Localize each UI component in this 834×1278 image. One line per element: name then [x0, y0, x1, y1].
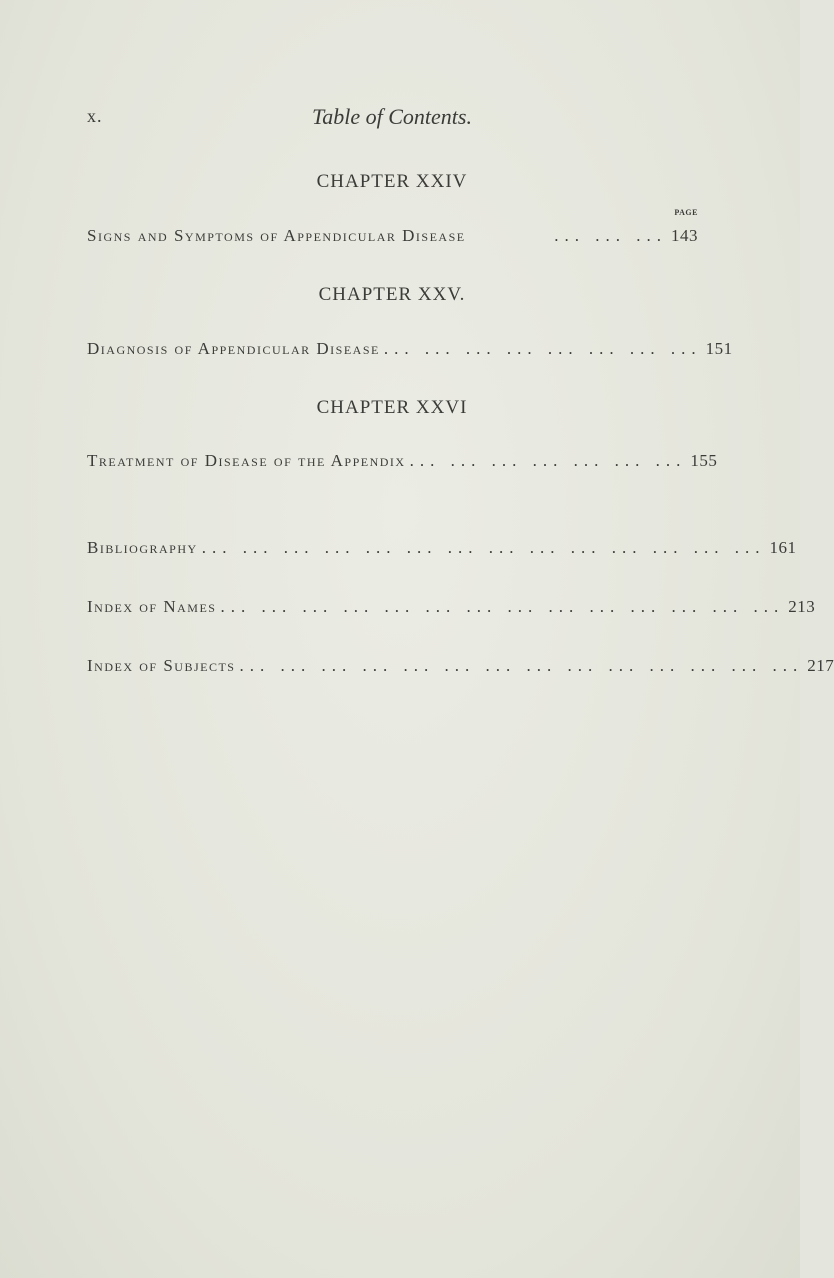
chapter-heading: CHAPTER XXV. — [318, 284, 466, 305]
dot-leader: ... ... ... ... ... ... ... — [409, 451, 687, 470]
toc-entry — [87, 339, 733, 363]
toc-entry-page: 161 — [769, 538, 797, 557]
toc-entry — [87, 226, 698, 250]
dot-leader: ... ... ... ... ... ... ... ... ... ... ... ... ... ... — [239, 656, 804, 675]
toc-entry — [87, 538, 797, 562]
running-head — [87, 104, 697, 134]
page-number: x. — [87, 106, 103, 126]
toc-entry-title: Bibliography — [87, 538, 198, 557]
page-column-label: PAGE — [674, 208, 698, 217]
toc-entry-title: Treatment of Disease of the Appendix — [87, 451, 406, 470]
dot-leader: ... ... ... ... ... ... ... ... ... ... ... ... ... ... — [220, 597, 785, 616]
dot-leader: ... ... ... ... ... ... ... ... — [383, 339, 702, 358]
toc-entry — [87, 656, 834, 680]
toc-entry-title: Index of Subjects — [87, 656, 236, 675]
toc-entry — [87, 597, 816, 621]
toc-entry-page: 213 — [788, 597, 816, 616]
chapter-heading: CHAPTER XXVI — [316, 397, 468, 418]
toc-entry-title: Diagnosis of Appendicular Disease — [87, 339, 380, 358]
toc-entry-title: Signs and Symptoms of Appendicular Disease — [87, 226, 466, 245]
toc-entry-page: 217 — [807, 656, 834, 675]
toc-entry — [87, 451, 718, 475]
toc-entry-page: 143 — [671, 226, 698, 245]
toc-entry-title: Index of Names — [87, 597, 217, 616]
toc-entry-page: 155 — [690, 451, 718, 470]
page-title: Table of Contents. — [312, 104, 472, 129]
chapter-heading: CHAPTER XXIV — [316, 171, 468, 192]
dot-leader: ... ... ... ... ... ... ... ... ... ... ... ... ... ... — [201, 538, 766, 557]
toc-entry-page: 151 — [705, 339, 733, 358]
dot-leader: ... ... ... — [554, 226, 667, 245]
